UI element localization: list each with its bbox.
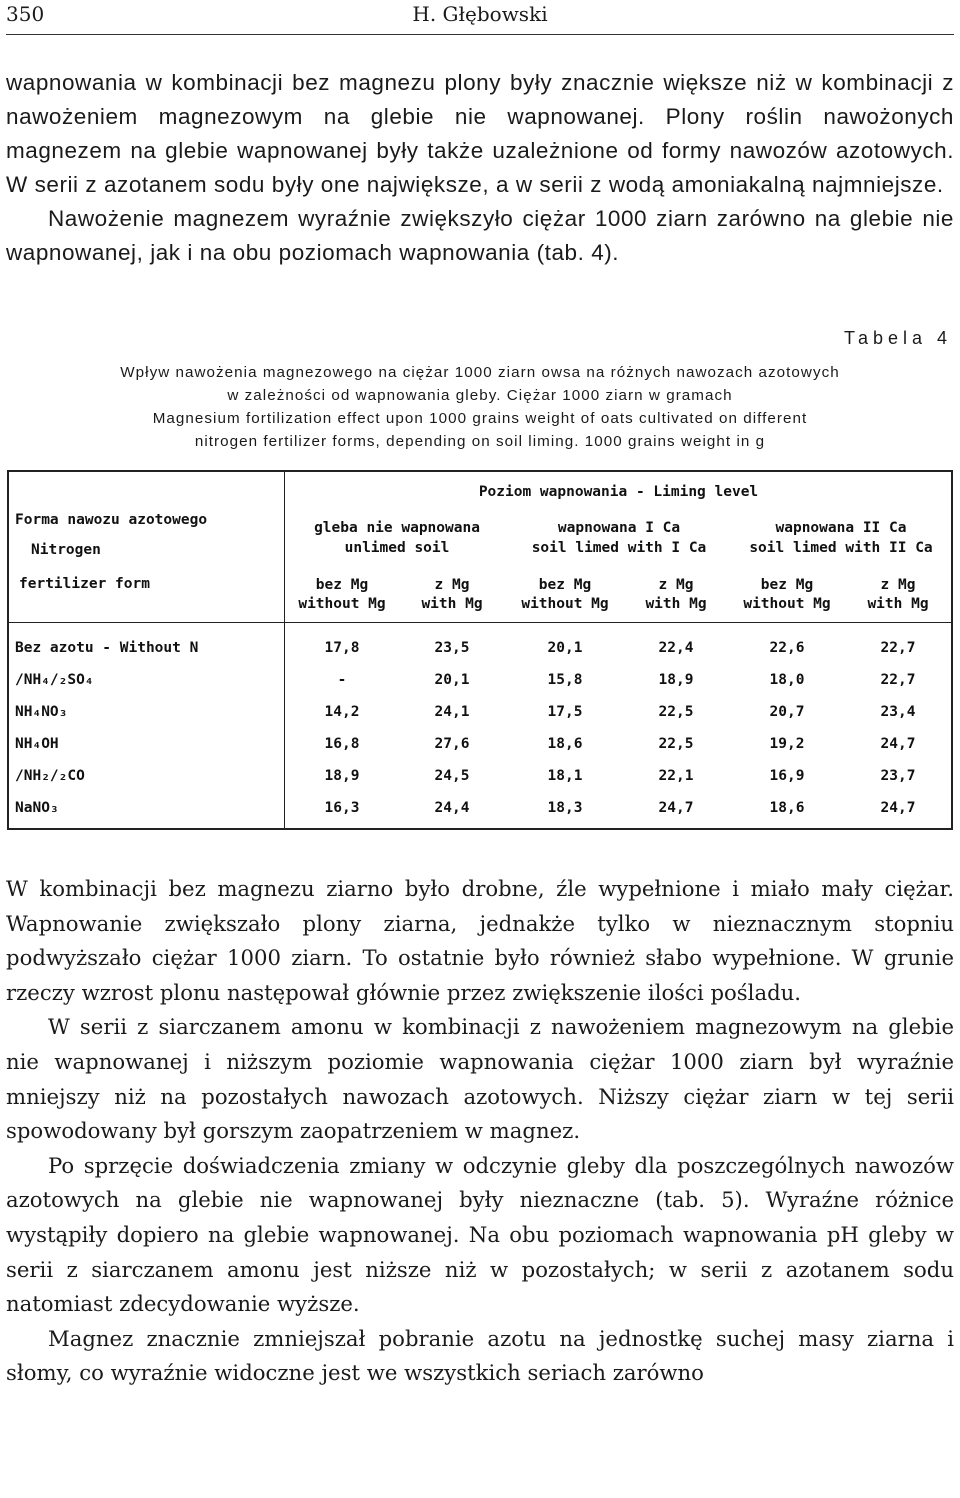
table-divider-vertical	[284, 472, 285, 828]
group-3-en: soil limed with II Ca	[749, 540, 933, 556]
table-cell: 18,6	[547, 736, 583, 752]
row-label-3: NH₄NO₃	[15, 704, 68, 720]
table-cell: 22,1	[658, 768, 694, 784]
running-head-author: H. Głębowski	[412, 2, 548, 26]
table-cell: -	[337, 672, 347, 688]
table-cell: 22,7	[880, 640, 916, 656]
table-cell: 20,1	[434, 672, 470, 688]
body-paragraph-2: W serii z siarczanem amonu w kombinacji z nawożeniem magnezowym na glebie nie wapnowanej i niższym poziomie wapnowania ciężar 1000 ziarn był wyraźnie mniejszy niż na pozostałych nawozach azotowych. Niższy ciężar ziarn w tej serii spowodowany był gorszym zaopatrzeniem w magnez.	[6, 1014, 954, 1144]
table-label: Tabela 4	[843, 328, 952, 348]
table-cell: 22,5	[658, 736, 694, 752]
sub-header-3-en: without Mg	[521, 596, 609, 612]
row-header-line-3: fertilizer form	[19, 576, 150, 592]
sub-header-6-en: with Mg	[867, 596, 929, 612]
table-cell: 18,3	[547, 800, 583, 816]
row-header-line-2: Nitrogen	[31, 542, 101, 558]
liming-level-header: Poziom wapnowania - Liming level	[478, 484, 759, 500]
header-rule	[6, 34, 954, 35]
table-divider-horizontal	[9, 622, 951, 623]
table-cell: 18,0	[769, 672, 805, 688]
table-cell: 17,8	[324, 640, 360, 656]
table-cell: 24,7	[880, 800, 916, 816]
group-2-en: soil limed with I Ca	[531, 540, 707, 556]
body-paragraph-3: Po sprzęcie doświadczenia zmiany w odczynie gleby dla poszczególnych nawozów azotowych na glebie nie wapnowanej były nieznaczne (tab. 5). Wyraźne różnice wystąpiły dopiero na glebie wapnowanej. Na obu poziomach wapnowania pH gleby w serii z siarczanem amonu jest niższe niż w pozostałych; w serii z azotanem sodu natomiast zdecydowanie wyższe.	[6, 1152, 954, 1317]
table-cell: 20,1	[547, 640, 583, 656]
table-cell: 24,7	[880, 736, 916, 752]
body-paragraph-1: W kombinacji bez magnezu ziarno było drobne, źle wypełnione i miało mały ciężar. Wapnowanie zwiększało plony ziarna, jednakże tylko w nieznacznym stopniu podwyższało ciężar 1000 ziarn. To ostatnie było również słabo wypełnione. W grunie rzeczy wzrost plonu następował głównie przez zwiększenie ilości pośladu.	[6, 876, 954, 1005]
table-cell: 23,7	[880, 768, 916, 784]
intro-text	[6, 66, 954, 270]
sub-header-2-en: with Mg	[421, 596, 483, 612]
caption-en-line-2: nitrogen fertilizer forms, depending on soil liming. 1000 grains weight in g	[194, 433, 766, 450]
table-cell: 18,1	[547, 768, 583, 784]
caption-pl-line-1: Wpływ nawożenia magnezowego na ciężar 1000 ziarn owsa na różnych nawozach azotowych	[120, 364, 840, 381]
group-1-pl: gleba nie wapnowana	[314, 520, 480, 536]
table-cell: 22,6	[769, 640, 805, 656]
sub-header-4-en: with Mg	[645, 596, 707, 612]
table-cell: 18,9	[658, 672, 694, 688]
caption-pl-line-2: w zależności od wapnowania gleby. Ciężar 1000 ziarn w gramach	[227, 387, 733, 404]
table-cell: 22,5	[658, 704, 694, 720]
sub-header-1-en: without Mg	[298, 596, 386, 612]
table-cell: 18,9	[324, 768, 360, 784]
table-cell: 15,8	[547, 672, 583, 688]
sub-header-3-pl: bez Mg	[538, 577, 592, 593]
table-cell: 22,7	[880, 672, 916, 688]
sub-header-5-pl: bez Mg	[760, 577, 814, 593]
table-cell: 22,4	[658, 640, 694, 656]
group-1-en: unlimed soil	[344, 540, 450, 556]
table-cell: 16,9	[769, 768, 805, 784]
body-text	[6, 872, 954, 1391]
group-3-pl: wapnowana II Ca	[775, 520, 907, 536]
table-cell: 17,5	[547, 704, 583, 720]
table-cell: 23,4	[880, 704, 916, 720]
table-cell: 23,5	[434, 640, 470, 656]
table-cell: 14,2	[324, 704, 360, 720]
group-2-pl: wapnowana I Ca	[557, 520, 681, 536]
table-cell: 24,4	[434, 800, 470, 816]
row-label-4: NH₄OH	[15, 736, 59, 752]
table-cell: 19,2	[769, 736, 805, 752]
table-cell: 20,7	[769, 704, 805, 720]
table-cell: 24,1	[434, 704, 470, 720]
table-cell: 24,7	[658, 800, 694, 816]
row-label-5: /NH₂/₂CO	[15, 768, 85, 784]
table-cell: 18,6	[769, 800, 805, 816]
sub-header-4-pl: z Mg	[658, 577, 694, 593]
table-cell: 27,6	[434, 736, 470, 752]
running-header	[6, 2, 954, 30]
row-label-2: /NH₄/₂SO₄	[15, 672, 94, 688]
sub-header-2-pl: z Mg	[434, 577, 470, 593]
row-header-line-1: Forma nawozu azotowego	[15, 512, 208, 528]
row-label-1: Bez azotu - Without N	[15, 640, 199, 656]
sub-header-6-pl: z Mg	[880, 577, 916, 593]
row-label-6: NaNO₃	[15, 800, 59, 816]
intro-paragraph-1: wapnowania w kombinacji bez magnezu plony były znacznie większe niż w kombinacji z nawożeniem magnezowym na glebie nie wapnowanej. Plony roślin nawożonych magnezem na glebie wapnowanej były także uzależnione od formy nawozów azotowych. W serii z azotanem sodu były one największe, a w serii z wodą amoniakalną najmniejsze.	[6, 70, 954, 197]
page-number: 350	[6, 2, 45, 26]
data-table	[7, 470, 953, 830]
table-cell: 16,3	[324, 800, 360, 816]
intro-paragraph-2: Nawożenie magnezem wyraźnie zwiększyło ciężar 1000 ziarn zarówno na glebie nie wapnowanej, jak i na obu poziomach wapnowania (tab. 4).	[6, 206, 954, 265]
caption-en-line-1: Magnesium fortilization effect upon 1000 grains weight of oats cultivated on different	[152, 410, 808, 427]
sub-header-1-pl: bez Mg	[315, 577, 369, 593]
body-paragraph-4: Magnez znacznie zmniejszał pobranie azotu na jednostkę suchej masy ziarna i słomy, co wyraźnie widoczne jest we wszystkich seriach zarówno	[6, 1325, 954, 1386]
table-caption	[0, 361, 960, 453]
table-cell: 16,8	[324, 736, 360, 752]
sub-header-5-en: without Mg	[743, 596, 831, 612]
table-cell: 24,5	[434, 768, 470, 784]
